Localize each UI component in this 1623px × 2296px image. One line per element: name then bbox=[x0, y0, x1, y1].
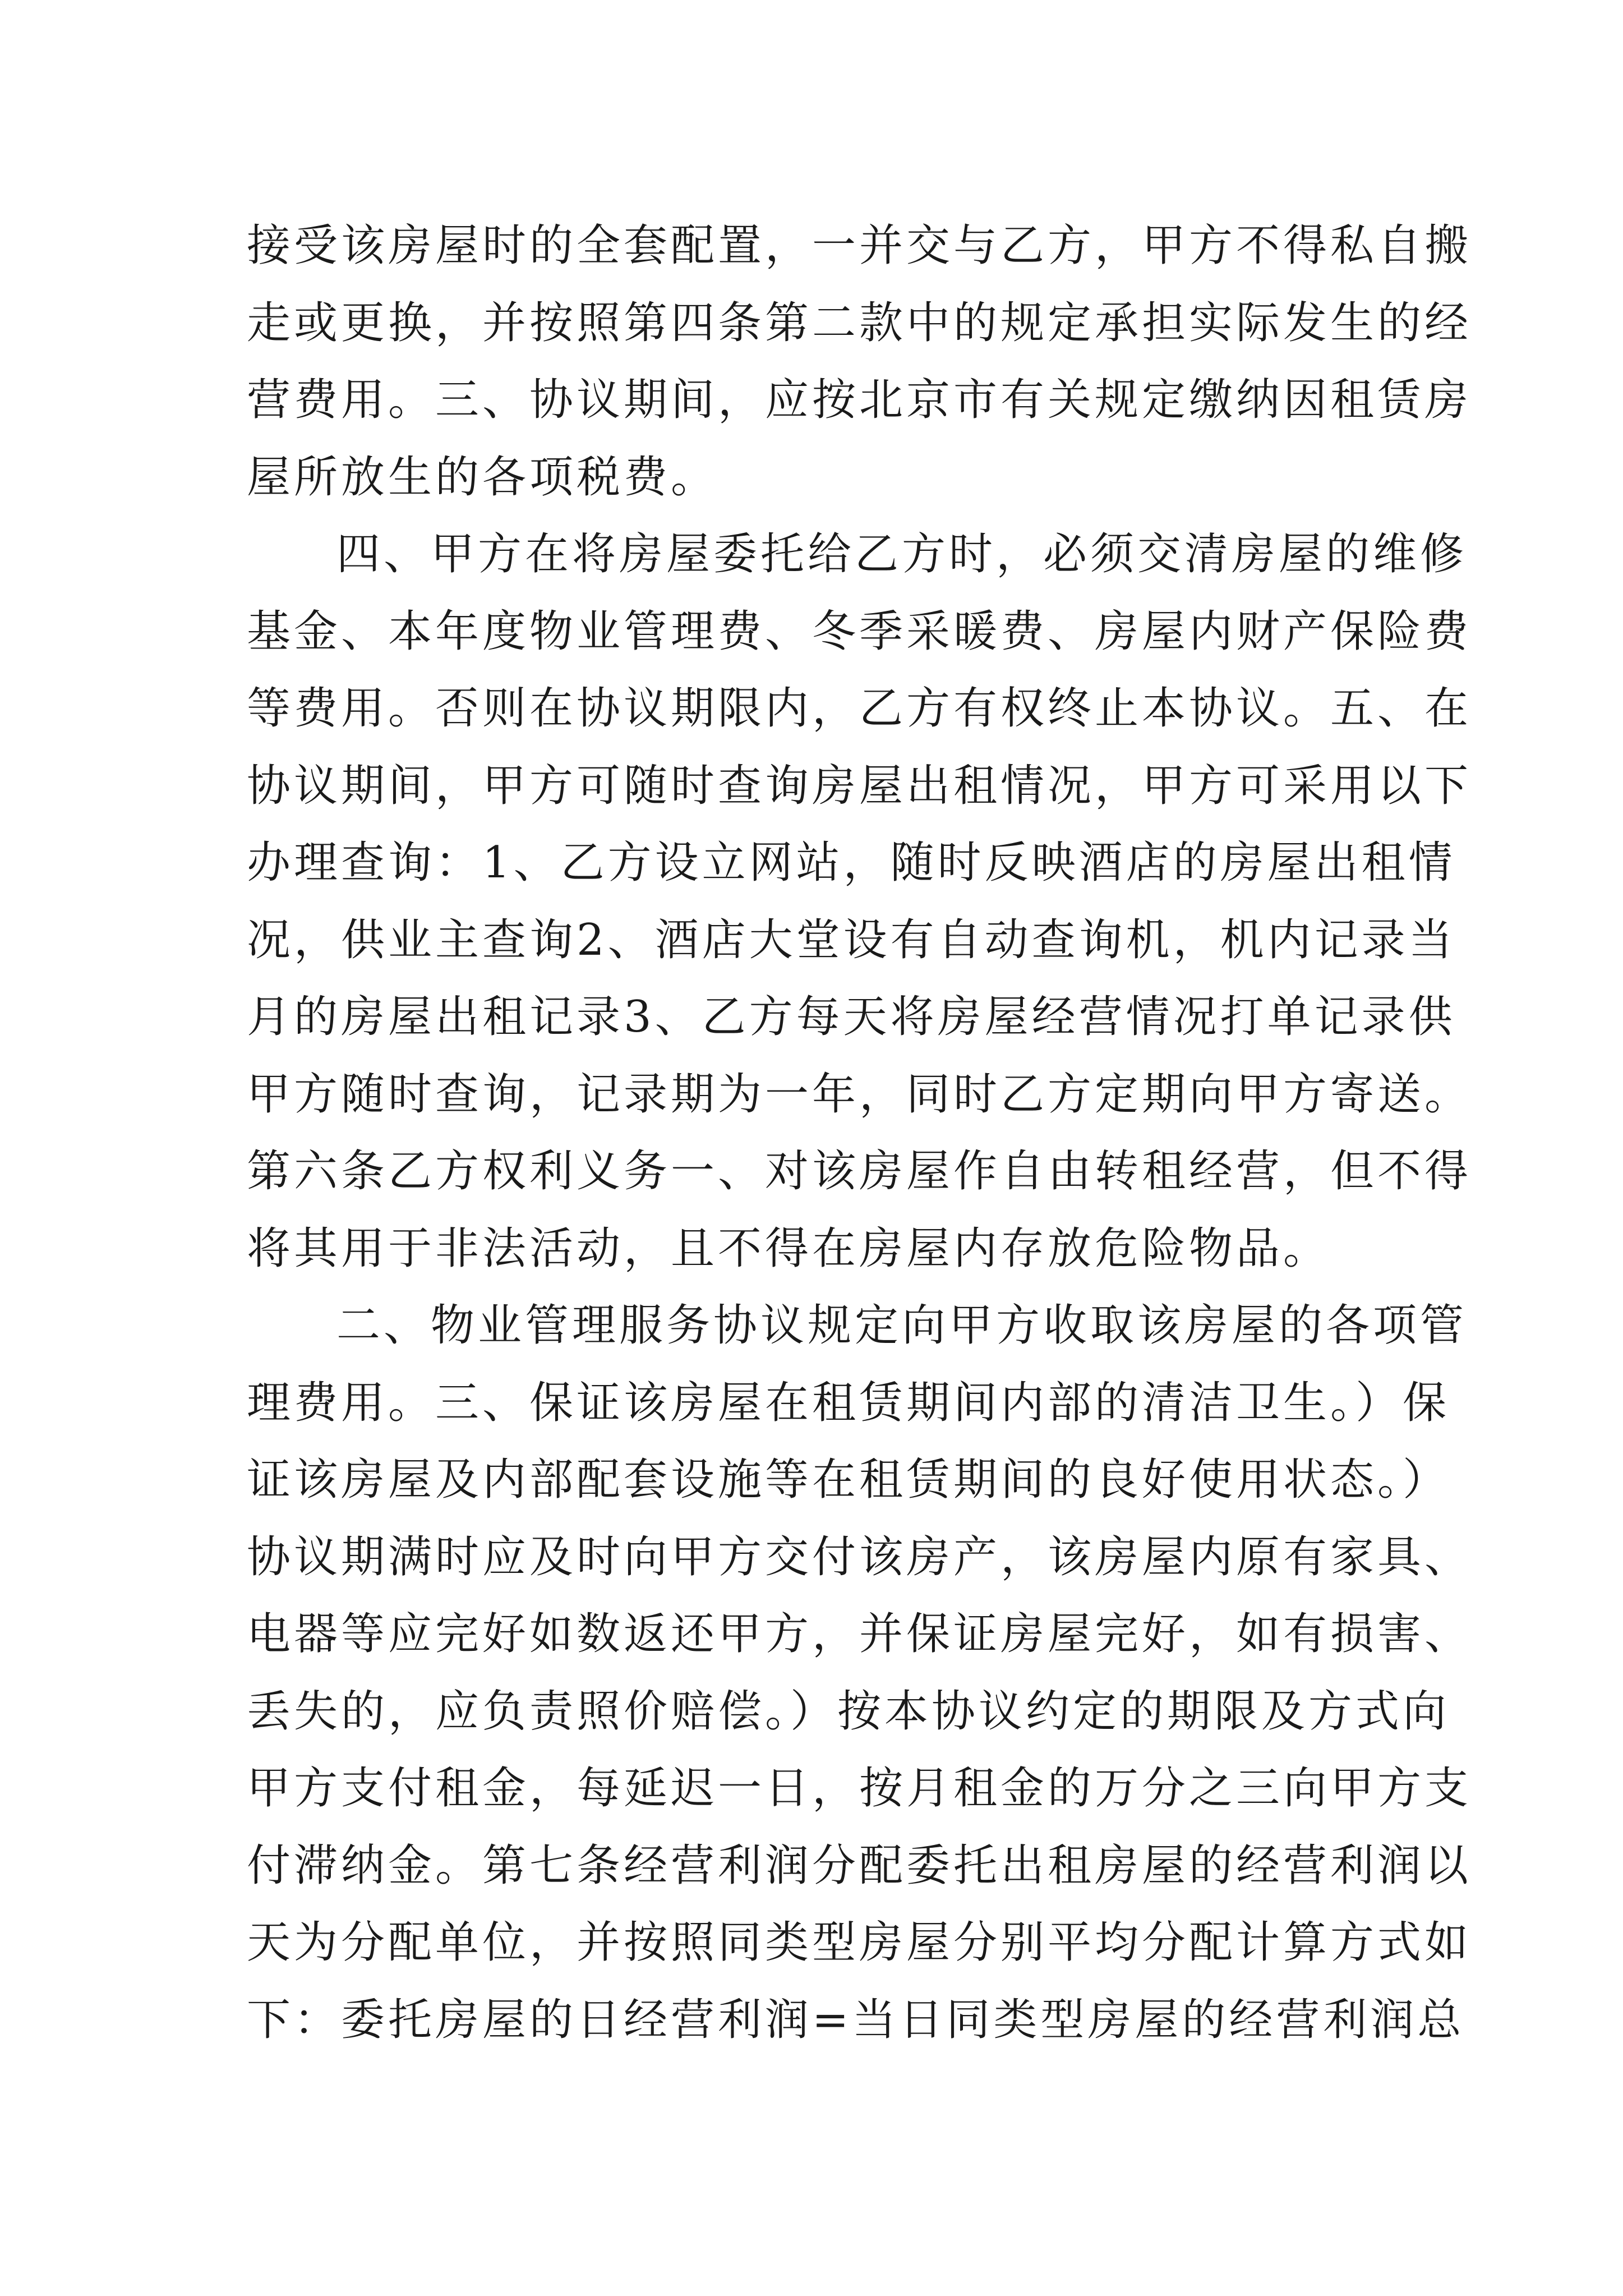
text-line: 第六条乙方权利义务一、对该房屋作自由转租经营，但不得 bbox=[247, 1146, 1472, 1197]
text-line: 电器等应完好如数返还甲方，并保证房屋完好，如有损害、 bbox=[247, 1609, 1472, 1659]
document-body bbox=[247, 208, 1472, 2059]
text-line: 下：委托房屋的日经营利润=当日同类型房屋的经营利润总 bbox=[247, 1994, 1465, 2045]
text-line: 协议期间，甲方可随时查询房屋出租情况，甲方可采用以下 bbox=[247, 760, 1472, 811]
text-line: 况，供业主查询2、酒店大堂设有自动查询机，机内记录当 bbox=[247, 914, 1456, 965]
text-line: 等费用。否则在协议期限内，乙方有权终止本协议。五、在 bbox=[247, 683, 1472, 734]
text-line: 天为分配单位，并按照同类型房屋分别平均分配计算方式如 bbox=[247, 1917, 1472, 1968]
paragraph-first-line: 二、物业管理服务协议规定向甲方收取该房屋的各项管 bbox=[336, 1300, 1468, 1351]
text-line: 协议期满时应及时向甲方交付该房产，该房屋内原有家具、 bbox=[247, 1531, 1472, 1582]
text-line: 理费用。三、保证该房屋在租赁期间内部的清洁卫生。）保 bbox=[247, 1377, 1450, 1428]
text-line: 走或更换，并按照第四条第二款中的规定承担实际发生的经 bbox=[247, 297, 1472, 348]
text-line: 屋所放生的各项税费。 bbox=[247, 452, 718, 503]
text-line: 甲方随时查询，记录期为一年，同时乙方定期向甲方寄送。 bbox=[247, 1069, 1472, 1120]
text-line: 办理查询：1、乙方设立网站，随时反映酒店的房屋出租情 bbox=[247, 838, 1456, 888]
text-line: 月的房屋出租记录3、乙方每天将房屋经营情况打单记录供 bbox=[247, 992, 1456, 1042]
text-line: 丢失的，应负责照价赔偿。）按本协议约定的期限及方式向 bbox=[247, 1686, 1450, 1737]
paragraph-first-line: 四、甲方在将房屋委托给乙方时，必须交清房屋的维修 bbox=[336, 529, 1468, 579]
text-line: 甲方支付租金，每延迟一日，按月租金的万分之三向甲方支 bbox=[247, 1763, 1472, 1814]
text-line: 证该房屋及内部配套设施等在租赁期间的良好使用状态。） bbox=[247, 1455, 1450, 1505]
text-line: 接受该房屋时的全套配置，一并交与乙方，甲方不得私自搬 bbox=[247, 220, 1472, 271]
text-line: 将其用于非法活动，且不得在房屋内存放危险物品。 bbox=[247, 1223, 1331, 1274]
text-line: 营费用。三、协议期间，应按北京市有关规定缴纳因租赁房 bbox=[247, 375, 1472, 425]
text-line: 付滞纳金。第七条经营利润分配委托出租房屋的经营利润以 bbox=[247, 1840, 1472, 1891]
text-line: 基金、本年度物业管理费、冬季采暖费、房屋内财产保险费 bbox=[247, 606, 1472, 657]
